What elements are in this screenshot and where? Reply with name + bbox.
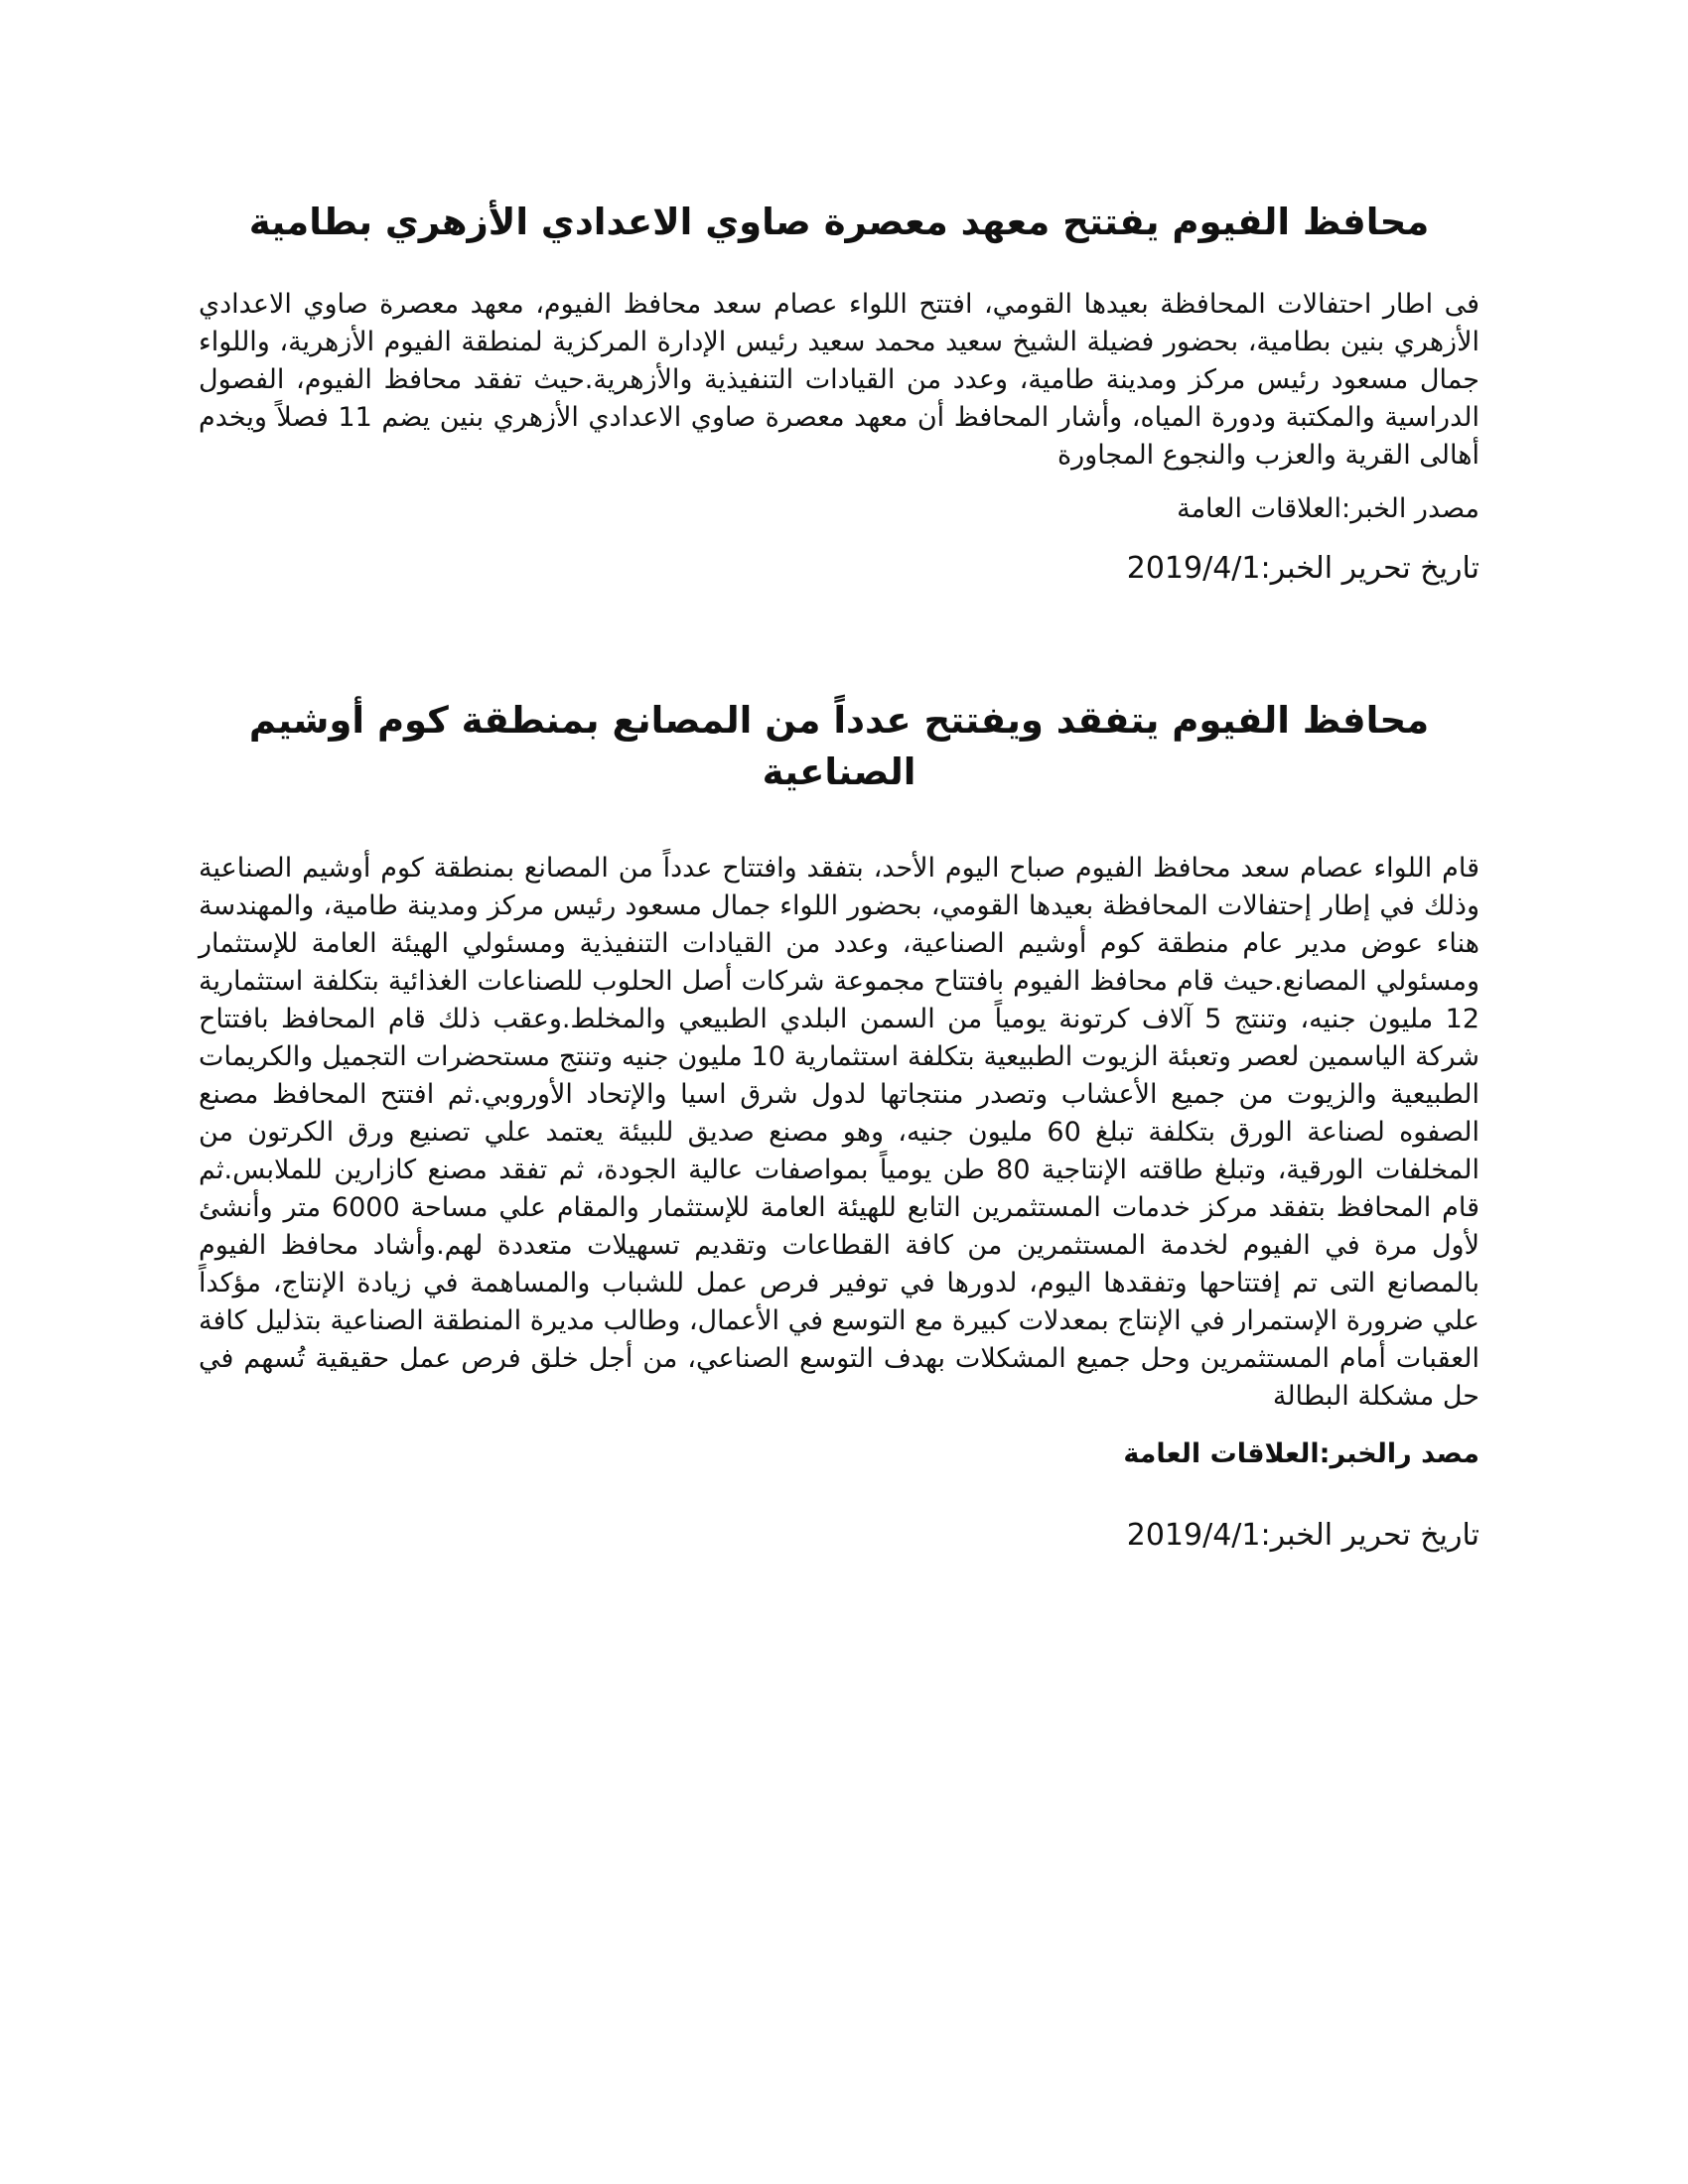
news-date: تاريخ تحرير الخبر:2019/4/1 — [1126, 551, 1479, 586]
news-source: مصدر الخبر:العلاقات العامة — [1177, 493, 1479, 524]
news-date: تاريخ تحرير الخبر:2019/4/1 — [1126, 1518, 1479, 1553]
article-body: فى اطار احتفالات المحافظة بعيدها القومي، افتتح اللواء عصام سعد محافظ الفيوم، معهد معصرة صاوي الاعدادي الأزهري بنين بطامية، بحضور فضيلة الشيخ سعيد محمد سعيد رئيس الإدارة المركزية لمنطقة الفيوم الأزهرية، واللواء جمال مسعود رئيس مركز ومدينة طامية، وعدد من القيادات التنفيذية والأزهرية.حيث تفقد محافظ الفيوم، الفصول الدراسية والمكتبة ودورة المياه، وأشار المحافظ أن معهد معصرة صاوي الاعدادي الأزهري بنين يضم 11 فصلاً ويخدم أهالى القرية والعزب والنجوع المجاورة — [199, 289, 1479, 471]
news-article — [199, 695, 1479, 1555]
article-body: قام اللواء عصام سعد محافظ الفيوم صباح اليوم الأحد، بتفقد وافتتاح عدداً من المصانع بمنطقة كوم أوشيم الصناعية وذلك في إطار إحتفالات المحافظة بعيدها القومي، بحضور اللواء جمال مسعود رئيس مركز ومدينة طامية، والمهندسة هناء عوض مدير عام منطقة كوم أوشيم الصناعية، وعدد من القيادات التنفيذية ومسئولي الهيئة العامة للإستثمار ومسئولي المصانع.حيث قام محافظ الفيوم بافتتاح مجموعة شركات أصل الحلوب للصناعات الغذائية بتكلفة استثمارية 12 مليون جنيه، وتنتج 5 آلاف كرتونة يومياً من السمن البلدي الطبيعي والمخلط.وعقب ذلك قام المحافظ بافتتاح شركة الياسمين لعصر وتعبئة الزيوت الطبيعية بتكلفة استثمارية 10 مليون جنيه وتنتج مستحضرات التجميل والكريمات الطبيعية والزيوت من جميع الأعشاب وتصدر منتجاتها لدول شرق اسيا والإتحاد الأوروبي.ثم افتتح المحافظ مصنع الصفوه لصناعة الورق بتكلفة تبلغ 60 مليون جنيه، وهو مصنع صديق للبيئة يعتمد علي تصنيع ورق الكرتون من المخلفات الورقية، وتبلغ طاقته الإنتاجية 80 طن يومياً بمواصفات عالية الجودة، ثم تفقد مصنع كازارين للملابس.ثم قام المحافظ بتفقد مركز خدمات المستثمرين التابع للهيئة العامة للإستثمار والمقام علي مساحة 6000 متر وأنشئ لأول مرة في الفيوم لخدمة المستثمرين من كافة القطاعات وتقديم تسهيلات متعددة لهم.وأشاد محافظ الفيوم بالمصانع التى تم إفتتاحها وتفقدها اليوم، لدورها في توفير فرص عمل للشباب والمساهمة في زيادة الإنتاج، مؤكداً علي ضرورة الإستمرار في الإنتاج بمعدلات كبيرة مع التوسع في الأعمال، وطالب مديرة المنطقة الصناعية بتذليل كافة العقبات أمام المستثمرين وحل جميع المشكلات بهدف التوسع الصناعي، من أجل خلق فرص عمل حقيقية تُسهم في حل مشكلة البطالة — [199, 853, 1480, 1412]
article-headline: محافظ الفيوم يتفقد ويفتتح عدداً من المصانع بمنطقة كوم أوشيم الصناعية — [248, 699, 1430, 793]
news-article — [199, 197, 1479, 588]
article-headline: محافظ الفيوم يفتتح معهد معصرة صاوي الاعدادي الأزهري بطامية — [248, 201, 1430, 243]
news-source: مصد رالخبر:العلاقات العامة — [1123, 1438, 1479, 1469]
